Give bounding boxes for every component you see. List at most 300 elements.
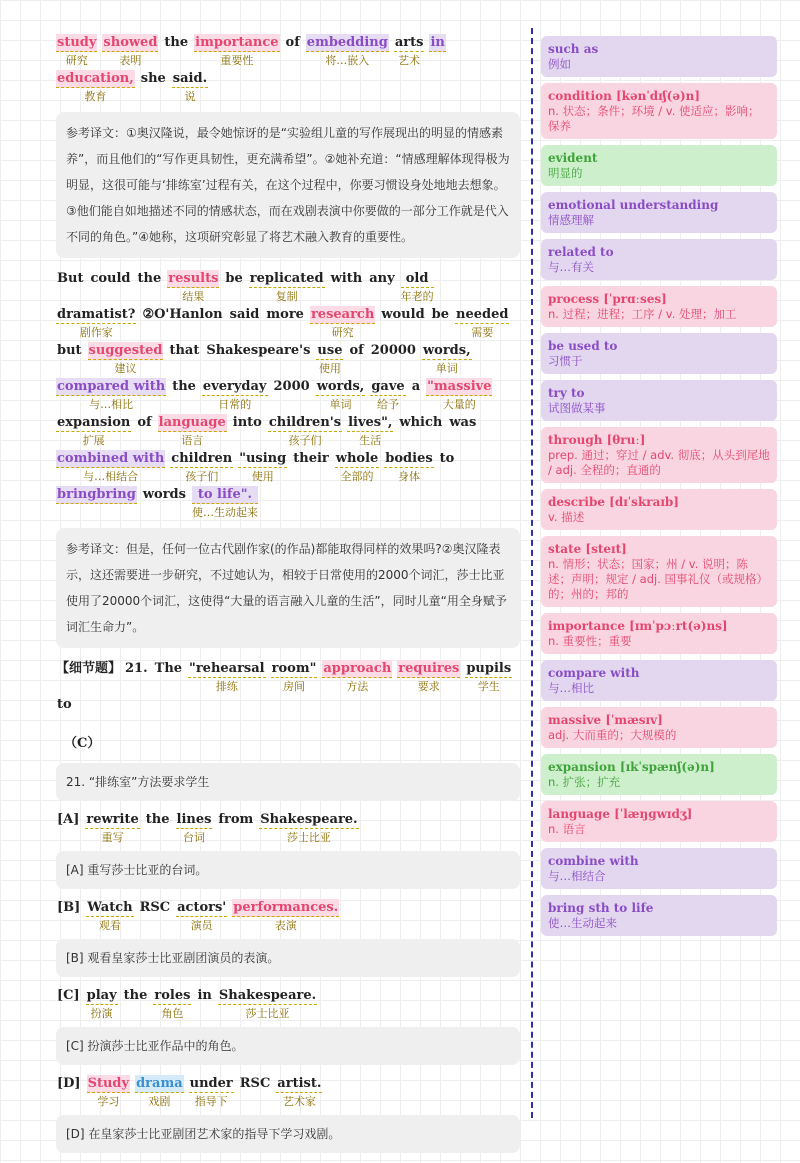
option-c-text [56,987,520,1023]
annotated-word [370,342,417,377]
annotated-word [196,987,212,1022]
vocabulary-sidebar [541,36,777,942]
vocab-term: condition [kənˈdɪʃ(ə)n] [548,89,701,103]
vocab-definition: n. 重要性；重要 [548,634,632,648]
annotated-word [465,660,512,696]
word-gloss: 学生 [477,680,500,693]
annotated-word [335,450,380,486]
word-gloss [89,287,131,305]
annotated-word [232,899,339,935]
paragraph-2-translation: 参考译文：但是，任何一位古代剧作家(的作品)都能取得同样的效果吗?②奥汉隆表示，这还需要进一步研究，不过她认为，相较于日常使用的2000个词汇，莎士比亚使用了20000个词汇，这使得“大量的语言融入儿童的生活”，同时儿童“用全身赋予词汇生命力”。 [56,528,520,648]
annotated-word [170,450,233,486]
annotated-word [89,270,131,305]
word-text: of [285,35,300,50]
word-text: would [381,307,425,322]
vocab-definition: v. 描述 [548,510,585,524]
vocab-term: describe [dɪˈskraɪb] [548,495,679,509]
word-gloss [229,323,261,341]
vocab-definition: 与…相比 [548,681,594,695]
annotated-word [124,660,149,695]
vocab-card [541,83,777,139]
vocab-definition: adj. 大而重的；大规模的 [548,728,677,742]
word-gloss: 角色 [161,1007,184,1020]
word-text: "massive [427,379,492,394]
annotated-word [167,270,219,306]
annotated-word [56,70,135,106]
annotated-word [176,899,227,935]
option-a-text [56,811,520,847]
vocab-card [541,801,777,842]
word-gloss [124,677,149,695]
word-text: showed [103,35,158,50]
word-gloss: 莎士比亚 [245,1007,290,1020]
word-gloss: 说 [184,90,196,103]
option-b [56,899,520,977]
annotated-word [172,70,208,106]
annotated-word [189,1075,234,1111]
word-gloss [429,52,445,70]
word-gloss: 复制 [275,290,298,303]
word-gloss [171,395,197,413]
annotated-word [56,987,81,1022]
vocab-term: compare with [548,666,640,680]
word-text: the [123,988,148,1003]
word-gloss [217,828,254,846]
annotated-word [56,696,73,731]
annotated-word [176,811,213,847]
annotated-word [347,414,393,450]
vocab-definition: n. 扩张；扩充 [548,775,621,789]
word-gloss: 大量的 [442,398,476,411]
vocab-definition: n. 情形；状态；国家；州 / v. 说明；陈述；声明；规定 / adj. 国事礼仪（或规格）的；州的；邦的 [548,557,769,601]
word-text: Watch [87,900,133,915]
annotated-word [56,270,84,305]
annotated-word [265,306,305,341]
vocab-definition: n. 语言 [548,822,586,836]
word-text: words, [422,343,471,358]
vocab-card [541,333,777,374]
annotated-word [86,899,133,935]
annotated-word [56,486,137,522]
word-text: rewrite [86,812,139,827]
paragraph-1-translation: 参考译文：①奥汉隆说，最令她惊讶的是“实验组儿童的写作展现出的明显的情感素养”，而且他们的“写作更具韧性，更充满希望”。②她补充道：“情感理解体现得极为明显，这很可能与‘排练室’过程有关，在这个过程中，你要习惯设身处地地去想象。③他们能自如地描述不同的情感状态，而在戏剧表演中你要做的一部分工作就是代入不同的角色。”④她称，这项研究彰显了将艺术融入教育的重要性。 [56,112,520,258]
word-text: room" [271,661,317,676]
word-gloss [56,1092,82,1110]
annotated-word [239,1075,272,1110]
word-text: but [57,343,82,358]
word-text: be [225,271,243,286]
word-gloss [136,431,152,449]
word-gloss: 使…生动起来 [191,506,258,519]
word-gloss: 建议 [114,362,137,375]
vocab-card [541,536,777,607]
annotated-word [145,811,171,846]
vocab-term: language [ˈlæŋɡwɪdʒ] [548,807,693,821]
annotated-word [368,270,395,305]
word-text: suggested [88,343,163,358]
annotated-word [348,342,364,377]
vocab-card [541,145,777,186]
annotated-word [384,450,433,486]
annotated-word [229,306,261,341]
word-gloss [370,359,417,377]
word-text: actors' [177,900,227,915]
word-text: 20000 [370,343,416,358]
word-gloss [398,431,443,449]
word-text: requires [398,661,460,676]
word-gloss: 重写 [101,831,124,844]
word-text: drama [136,1076,183,1091]
word-gloss: 戏剧 [148,1095,171,1108]
vocab-term: state [steɪt] [548,542,627,556]
word-gloss: 扩展 [82,434,105,447]
vocab-term: expansion [ɪkˈspænʃ(ə)n] [548,760,715,774]
annotated-word [271,660,318,696]
word-text: of [137,415,152,430]
annotated-word [56,378,166,414]
word-gloss: 生活 [359,434,382,447]
word-text: needed [456,307,509,322]
word-gloss: 孩子们 [288,434,322,447]
option-a [56,811,520,889]
annotated-word [205,342,311,377]
word-gloss: 剧作家 [79,326,113,339]
vocab-definition: n. 过程；进程；工序 / v. 处理；加工 [548,307,737,321]
vocab-card [541,707,777,748]
word-text: lines [176,812,212,827]
word-text: "rehearsal [189,661,265,676]
word-text: importance [195,35,279,50]
word-gloss [431,323,450,341]
annotated-word [217,811,254,846]
word-gloss: 重要性 [220,54,254,67]
word-text: children's [268,415,342,430]
word-gloss: 方法 [346,680,369,693]
column-divider [531,28,533,1118]
vocab-card [541,660,777,701]
annotated-word [56,899,81,934]
word-text: bringbring [57,487,136,502]
word-text: 21. [125,661,148,676]
word-gloss [145,828,171,846]
annotated-word [86,987,118,1023]
vocab-definition: 试图做某事 [548,401,606,415]
annotated-word [330,270,364,305]
vocab-card [541,895,777,936]
word-text: gave [371,379,405,394]
word-gloss: 与…相结合 [83,470,139,483]
word-gloss: 演员 [190,919,213,932]
annotated-word [422,342,472,378]
vocab-definition: 情感理解 [548,213,594,227]
paragraph-2 [56,270,520,522]
vocab-card [541,427,777,483]
word-text: whole [335,451,379,466]
word-text: the [172,379,196,394]
word-gloss: 结果 [182,290,205,303]
option-d-text [56,1075,520,1111]
vocab-term: importance [ɪmˈpɔːrt(ə)ns] [548,619,728,633]
word-gloss [265,323,305,341]
word-text: under [189,1076,233,1091]
annotated-word [142,486,187,521]
vocab-definition: 明显的 [548,166,583,180]
annotated-word [158,414,227,450]
annotated-word [380,306,425,341]
word-gloss: 身体 [397,470,420,483]
word-text: she [140,71,166,86]
option-b-text [56,899,520,935]
word-gloss [348,359,364,377]
word-text: results [168,271,219,286]
word-text: embedding [306,35,388,50]
word-gloss [56,1004,81,1022]
word-gloss [330,287,364,305]
word-text: everyday [202,379,267,394]
vocab-card [541,192,777,233]
word-text: play [86,988,117,1003]
vocab-term: massive [ˈmæsɪv] [548,713,663,727]
word-gloss [292,467,330,485]
word-gloss: 艺术 [398,54,421,67]
word-gloss [168,359,200,377]
word-gloss [285,51,301,69]
word-text: But [57,271,84,286]
word-text: replicated [249,271,324,286]
option-b-translation: [B] 观看皇家莎士比亚剧团演员的表演。 [56,939,520,977]
word-gloss: 年老的 [400,290,434,303]
option-c [56,987,520,1065]
vocab-term: be used to [548,339,618,353]
word-text: the [137,271,162,286]
word-gloss: 给予 [377,398,400,411]
vocab-card [541,286,777,327]
word-gloss: 艺术家 [282,1095,316,1108]
word-text: a [411,379,421,394]
annotated-word [136,414,152,449]
word-text: dramatist? [57,307,136,322]
word-gloss: 排练 [215,680,238,693]
annotated-word [56,34,97,70]
word-gloss: 单词 [329,398,352,411]
annotated-word [202,378,268,414]
question-stem [56,660,520,731]
word-text: RSC [139,900,171,915]
word-text: Shakespeare. [218,988,317,1003]
word-gloss: 全部的 [340,470,374,483]
word-gloss [411,395,421,413]
annotated-word [401,270,434,306]
annotated-word [153,987,191,1023]
annotated-word [56,414,131,450]
annotated-word [431,306,450,341]
vocab-term: emotional understanding [548,198,719,212]
annotated-word [411,378,421,413]
word-text: to [439,451,455,466]
word-gloss [224,287,243,305]
word-gloss [448,431,477,449]
word-gloss: 表明 [119,54,142,67]
vocab-card [541,380,777,421]
word-text: expansion [57,415,131,430]
word-text: "using [239,451,287,466]
word-text: [C] [57,988,80,1003]
annotated-word [135,1075,184,1111]
word-text: could [90,271,131,286]
word-gloss: 学习 [97,1095,120,1108]
annotated-word [370,378,405,414]
annotated-word [322,660,392,696]
word-gloss [154,677,183,695]
word-gloss: 教育 [84,90,107,103]
word-text: their [293,451,329,466]
word-gloss: 语言 [181,434,204,447]
word-text: the [164,35,189,50]
word-text: 2000 [273,379,310,394]
word-text: Shakespeare. [260,812,358,827]
annotated-word [168,342,200,377]
annotated-word [316,378,366,414]
word-text: compared with [57,379,166,394]
word-gloss [56,713,73,731]
word-text: [D] [57,1076,81,1091]
word-gloss: 指导下 [194,1095,228,1108]
word-text: Study [87,1076,130,1091]
word-gloss [196,1004,212,1022]
annotated-word [87,1075,131,1111]
word-text: words [142,487,186,502]
annotated-word [141,306,223,341]
word-text: of [349,343,364,358]
word-text: be [431,307,450,322]
annotated-word [316,342,343,378]
word-gloss [56,359,83,377]
word-gloss [232,431,263,449]
annotated-word [56,342,83,377]
word-text: combined with [57,451,165,466]
annotated-word [171,378,197,413]
question-type-tag: 【细节题】 [56,661,122,676]
annotated-word [192,486,258,522]
word-gloss: 研究 [65,54,88,67]
word-text: [A] [57,812,80,827]
word-gloss [163,51,189,69]
word-text: any [369,271,395,286]
vocab-definition: 与…相结合 [548,869,606,883]
word-text: more [266,307,304,322]
annotated-word [249,270,325,306]
annotated-word [285,34,301,69]
annotated-word [123,987,149,1022]
word-gloss [56,916,81,934]
annotated-word [154,660,183,695]
option-d-translation: [D] 在皇家莎士比亚剧团艺术家的指导下学习戏剧。 [56,1115,520,1153]
word-text: children [171,451,233,466]
word-text: to [57,697,72,712]
vocab-card [541,848,777,889]
annotated-word [455,306,509,342]
annotated-word [56,450,165,486]
word-gloss [273,395,311,413]
paragraph-1 [56,34,520,106]
annotated-word [56,811,80,846]
vocab-definition: 习惯于 [548,354,583,368]
annotated-word [85,811,139,847]
annotated-word [306,34,389,70]
word-gloss [142,503,187,521]
annotated-word [102,34,158,70]
word-text: in [430,35,445,50]
vocab-definition: prep. 通过；穿过 / adv. 彻底；从头到尾地 / adj. 全程的；直通的 [548,448,770,477]
annotated-word [56,1075,82,1110]
annotated-word [218,987,317,1023]
annotated-word [292,450,330,485]
word-text: which [399,415,443,430]
word-text: use [317,343,343,358]
word-text: research [310,307,375,322]
annotated-word [259,811,358,847]
vocab-card [541,613,777,654]
annotated-word [194,34,279,70]
vocab-term: combine with [548,854,639,868]
word-gloss [137,287,163,305]
word-gloss: 孩子们 [185,470,219,483]
word-gloss: 表演 [274,919,297,932]
word-gloss [123,1004,149,1022]
word-gloss: 使用 [318,362,341,375]
vocab-card [541,239,777,280]
word-text: said [229,307,260,322]
word-text: to life". [192,486,258,504]
vocab-term: through [θruː] [548,433,646,447]
word-text: artist. [277,1076,322,1091]
vocab-term: try to [548,386,585,400]
annotated-word [398,414,443,449]
annotated-word [273,378,311,413]
word-text: the [145,812,170,827]
annotated-word [426,378,492,414]
vocab-definition: 与…有关 [548,260,594,274]
word-gloss: 单词 [435,362,458,375]
vocab-term: related to [548,245,614,259]
word-text: that [169,343,200,358]
word-gloss [380,323,425,341]
annotated-word [268,414,342,450]
annotated-word [429,34,445,70]
vocab-card [541,754,777,795]
annotated-word [276,1075,322,1111]
annotated-word [56,306,136,342]
question-answer: （C） [64,736,101,751]
vocab-term: such as [548,42,599,56]
word-gloss: 要求 [417,680,440,693]
word-gloss: 房间 [282,680,305,693]
annotated-word [140,70,167,105]
word-text: said. [172,71,208,86]
word-text: in [197,988,212,1003]
word-text: education, [57,71,134,86]
annotated-word [232,414,263,449]
question-words [56,661,517,712]
word-text: bodies [385,451,433,466]
annotated-word [394,34,425,70]
word-gloss: 将…嵌入 [325,54,370,67]
word-gloss: 莎士比亚 [286,831,331,844]
vocab-term: bring sth to life [548,901,654,915]
word-text: ②O'Hanlon [142,307,223,322]
question-translation: 21. “排练室”方法要求学生 [56,763,520,801]
option-d [56,1075,520,1153]
